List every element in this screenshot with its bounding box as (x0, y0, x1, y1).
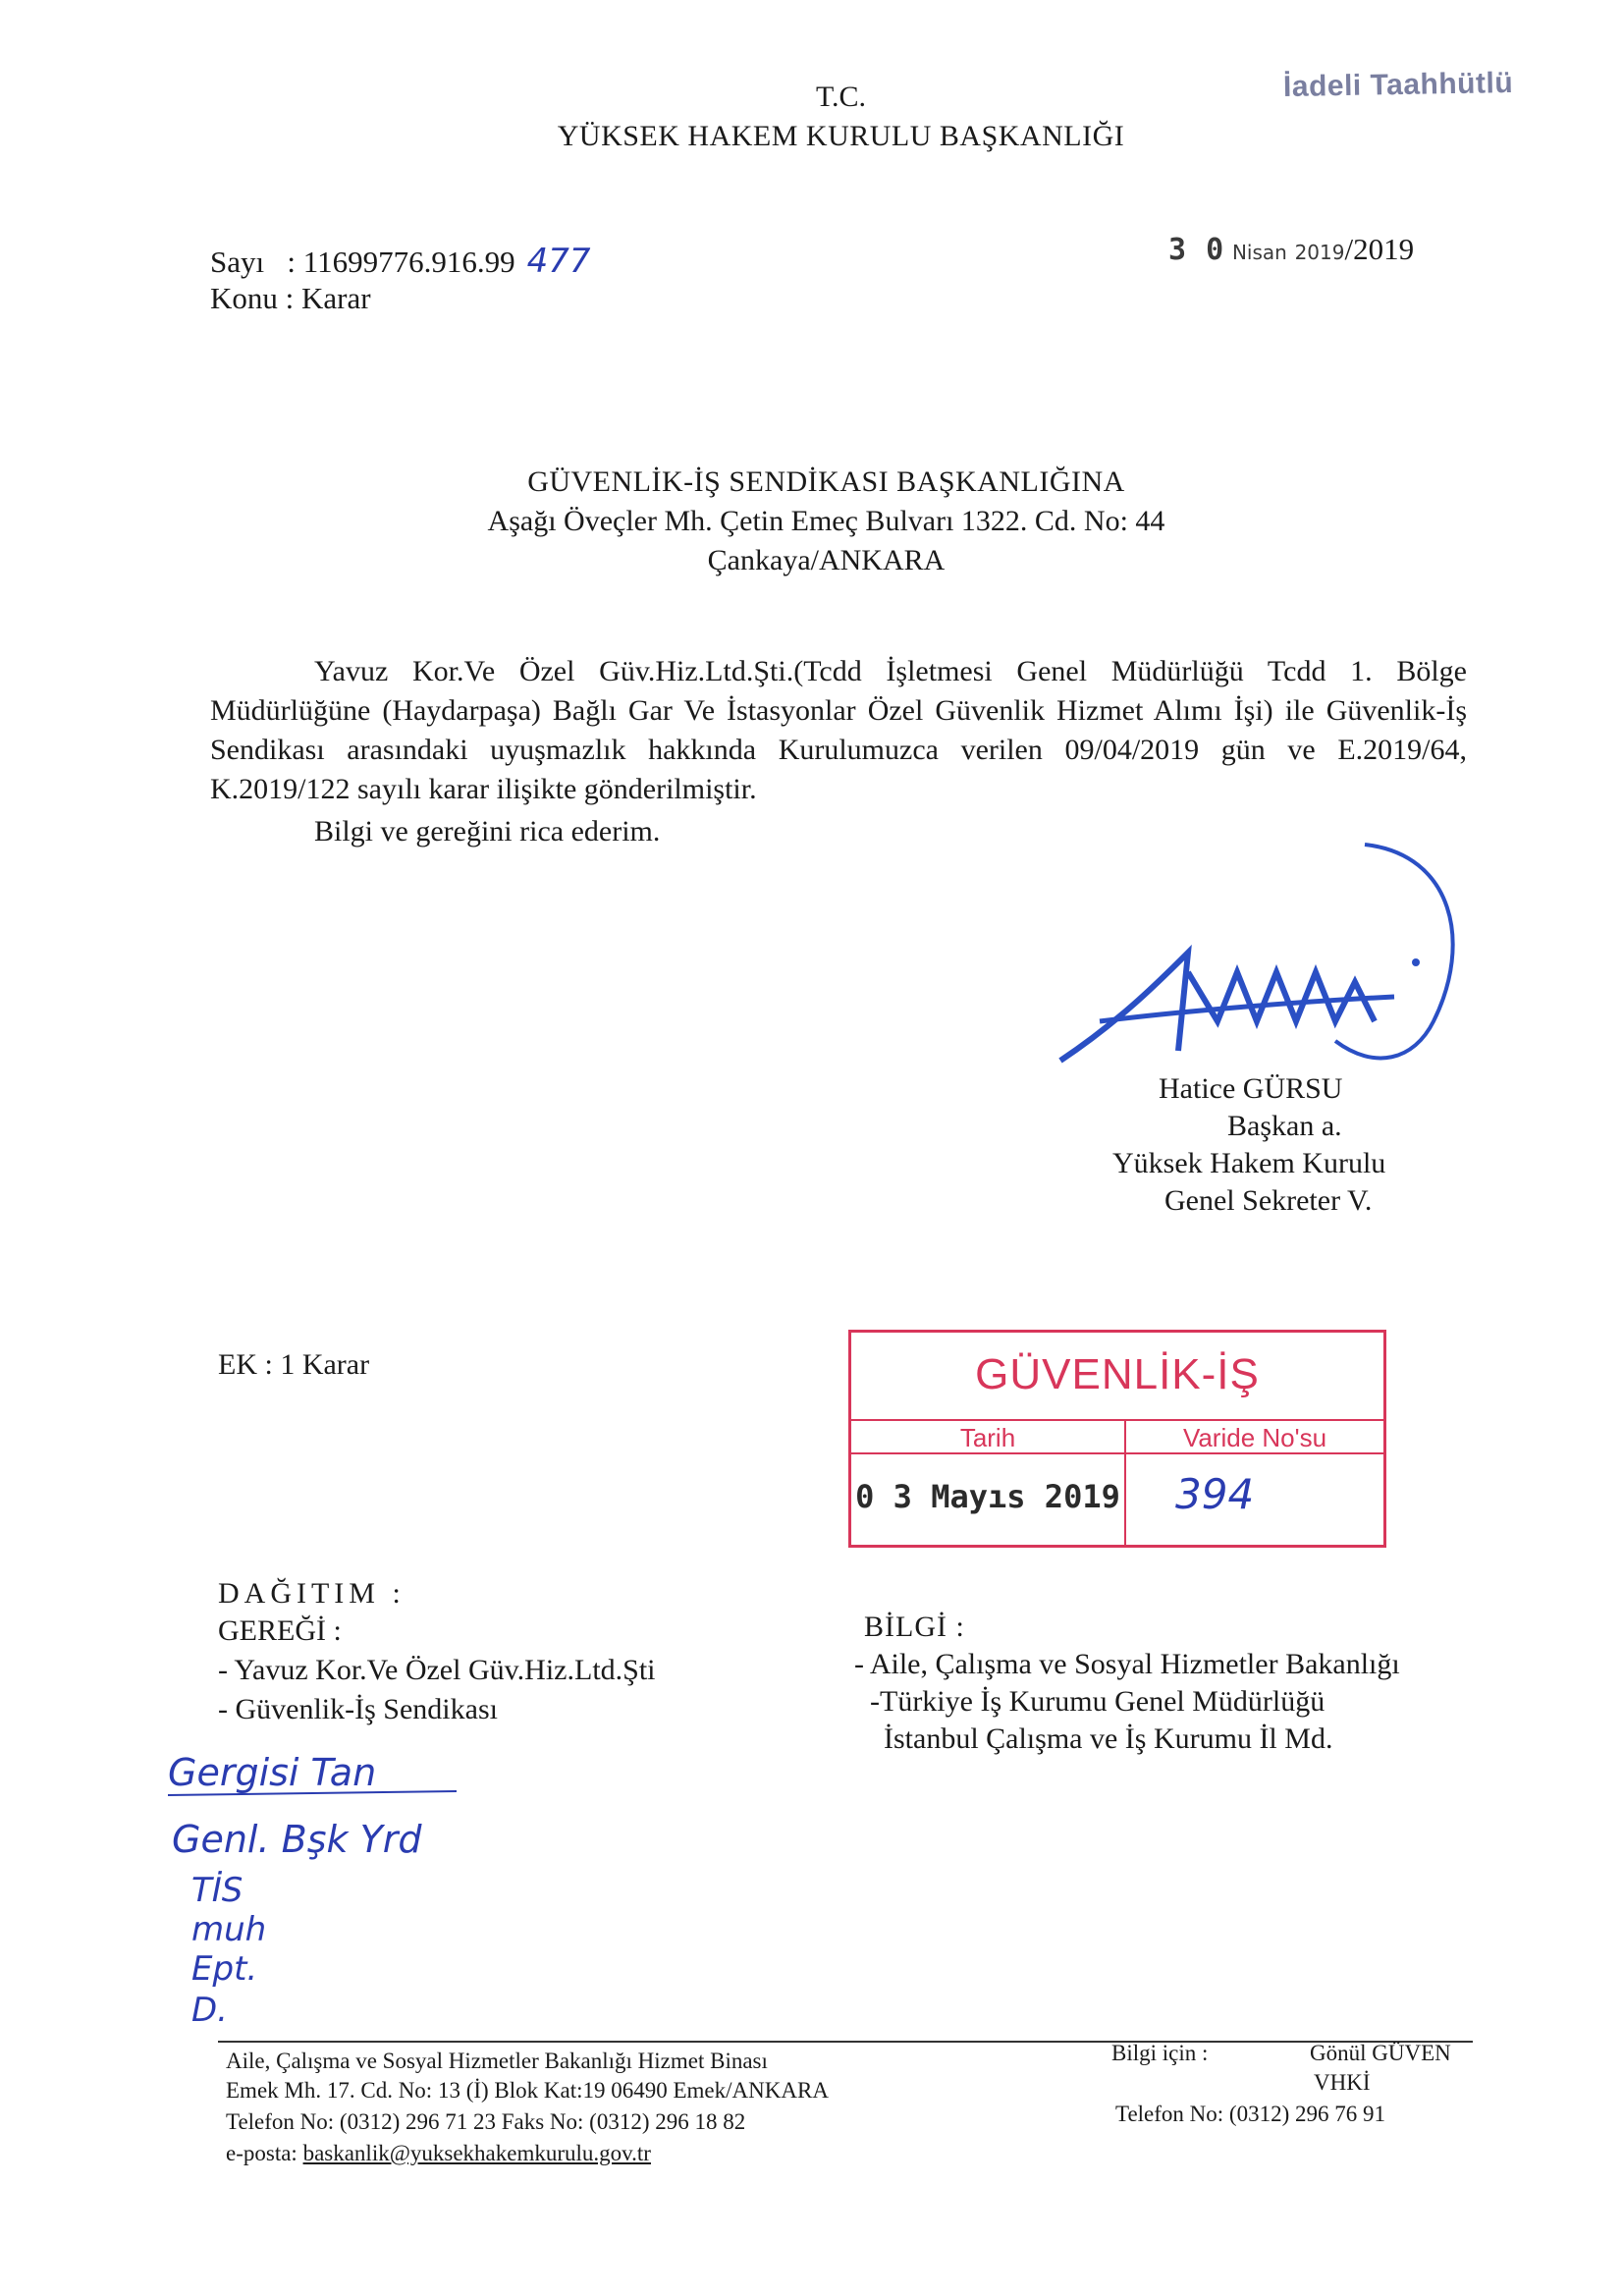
date-stamp-year: 2019 (1294, 241, 1345, 264)
stamp-number-value: 394 (1175, 1470, 1255, 1518)
signatory-title-3: Genel Sekreter V. (1164, 1184, 1373, 1217)
contact-name: Gönül GÜVEN (1310, 2041, 1451, 2065)
date-stamp-day: 3 0 (1168, 233, 1225, 267)
stamp-date-header: Tarih (959, 1423, 1016, 1452)
signatory-name: Hatice GÜRSU (1159, 1072, 1343, 1105)
reference-value: : 11699776.916.99 (287, 245, 515, 279)
country-header: T.C. (815, 81, 867, 113)
footer-divider (218, 2041, 1473, 2043)
handwritten-note: Gergisi Tan (168, 1751, 377, 1794)
body-paragraph: Yavuz Kor.Ve Özel Güv.Hiz.Ltd.Şti.(Tcdd İşletmesi Genel Müdürlüğü Tcdd 1. Bölge Müdürlüğüne (Haydarpaşa) Bağlı Gar Ve İstasyonlar Özel Güvenlik Hizmet Alımı İşi) ile Güvenlik-İş Sendikası arasındaki uyuşmazlık hakkında Kurulumuzca verilen 09/04/2019 gün ve E.2019/64, K.2019/122 sayılı karar ilişikte gönderilmiştir. (210, 655, 1467, 805)
footer-email-link[interactable]: baskanlik@yuksekhakemkurulu.gov.tr (302, 2141, 651, 2165)
handwritten-note: D. (191, 1991, 228, 2030)
footer-address-1: Aile, Çalışma ve Sosyal Hizmetler Bakanlığı Hizmet Binası (226, 2049, 768, 2073)
date-typed-year: /2019 (1344, 232, 1415, 266)
reference-number (210, 242, 591, 281)
receipt-stamp (848, 1330, 1386, 1548)
handwritten-routing-notes (162, 1744, 574, 2039)
footer-email (226, 2141, 651, 2166)
info-recipient: -Türkiye İş Kurumu Genel Müdürlüğü (870, 1685, 1325, 1718)
info-recipient: İstanbul Çalışma ve İş Kurumu İl Md. (884, 1722, 1333, 1755)
action-label: GEREĞİ : (218, 1614, 342, 1647)
document-date (1168, 232, 1414, 267)
info-recipient: - Aile, Çalışma ve Sosyal Hizmetler Bakanlığı (854, 1648, 1400, 1680)
signature-scribble (1041, 825, 1492, 1080)
handwritten-note: Genl. Bşk Yrd (172, 1818, 422, 1861)
stamp-title: GÜVENLİK-İŞ (975, 1350, 1260, 1398)
institution-header: YÜKSEK HAKEM KURULU BAŞKANLIĞI (557, 120, 1125, 152)
action-recipient: - Güvenlik-İş Sendikası (218, 1693, 498, 1725)
recipient-address: Aşağı Öveçler Mh. Çetin Emeç Bulvarı 1322. Cd. No: 44 (487, 505, 1165, 537)
stamp-divider (851, 1419, 1383, 1421)
contact-phone: Telefon No: (0312) 296 76 91 (1115, 2102, 1385, 2126)
registered-mail-mark: İadeli Taahhütlü (1282, 66, 1514, 104)
subject-label: Konu (210, 281, 278, 315)
footer-phone: Telefon No: (0312) 296 71 23 Faks No: (0312) 296 18 82 (226, 2109, 746, 2134)
signatory-title-2: Yüksek Hakem Kurulu (1112, 1147, 1386, 1179)
action-recipient: - Yavuz Kor.Ve Özel Güv.Hiz.Ltd.Şti (218, 1654, 656, 1686)
distribution-heading: DAĞITIM : (218, 1577, 406, 1610)
recipient-name: GÜVENLİK-İŞ SENDİKASI BAŞKANLIĞINA (527, 465, 1125, 498)
subject-line (210, 281, 371, 316)
footer-email-label: e-posta: (226, 2141, 298, 2165)
date-stamp-month: Nisan (1231, 241, 1287, 264)
contact-label: Bilgi için : (1111, 2041, 1209, 2065)
body-closing: Bilgi ve gereğini rica ederim. (314, 815, 661, 847)
handwritten-note: muh (191, 1910, 267, 1949)
reference-label: Sayı (210, 245, 265, 279)
stamp-number-header: Varide No'su (1182, 1423, 1327, 1452)
subject-value: : Karar (285, 281, 371, 315)
footer-address-2: Emek Mh. 17. Cd. No: 13 (İ) Blok Kat:19 06490 Emek/ANKARA (226, 2078, 829, 2103)
attachment-line: EK : 1 Karar (218, 1348, 370, 1381)
handwritten-note: Ept. (191, 1949, 258, 1989)
recipient-city: Çankaya/ANKARA (707, 544, 946, 576)
signatory-title-1: Başkan a. (1227, 1110, 1342, 1142)
handwritten-note: TİS (191, 1871, 243, 1910)
contact-title: VHKİ (1314, 2070, 1371, 2095)
info-label: BİLGİ : (864, 1611, 965, 1643)
stamp-date-value: 0 3 Mayıs 2019 (855, 1478, 1120, 1515)
handwritten-reference: 477 (526, 242, 591, 281)
